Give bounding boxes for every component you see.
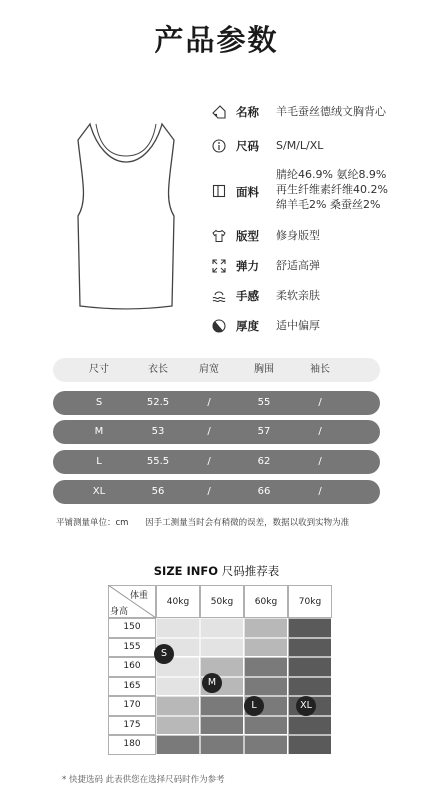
recommend-footnote: * 快捷选码 此表供您在选择尺码时作为参考 bbox=[62, 775, 225, 785]
table-cell: XL bbox=[92, 486, 106, 497]
table-cell: M bbox=[94, 426, 104, 437]
spec-label: 尺码 bbox=[236, 139, 259, 153]
grid-body-cell bbox=[200, 716, 244, 736]
table-cell: 56 bbox=[151, 486, 165, 497]
table-cell: 53 bbox=[151, 426, 165, 437]
weight-label: 40kg bbox=[166, 597, 190, 607]
table-cell: 55.5 bbox=[146, 456, 170, 467]
grid-body-cell bbox=[200, 735, 244, 755]
height-label: 160 bbox=[123, 661, 141, 671]
weight-label: 60kg bbox=[254, 597, 278, 607]
expand-icon bbox=[212, 259, 226, 273]
grid-body-cell bbox=[244, 657, 288, 677]
table-cell: / bbox=[318, 397, 322, 408]
header-cell: 尺寸 bbox=[89, 364, 109, 375]
table-cell: / bbox=[207, 397, 211, 408]
table-cell: / bbox=[207, 456, 211, 467]
header-cell: 袖长 bbox=[310, 364, 330, 375]
spec-label: 名称 bbox=[236, 105, 259, 119]
tag-icon bbox=[212, 105, 226, 119]
height-label: 165 bbox=[123, 680, 141, 691]
size-info-title bbox=[0, 563, 433, 579]
height-label: 150 bbox=[123, 622, 141, 632]
spec-value: 柔软亲肤 bbox=[276, 289, 320, 302]
grid-body-cell bbox=[200, 696, 244, 716]
spec-label: 弹力 bbox=[236, 259, 259, 273]
table-row bbox=[53, 480, 380, 504]
corner-weight-label: 体重 bbox=[130, 591, 149, 601]
grid-body-cell bbox=[244, 618, 288, 638]
grid-body-cell bbox=[156, 677, 200, 697]
grid-body-cell bbox=[244, 735, 288, 755]
measure-unit: 平铺测量单位：cm bbox=[56, 518, 129, 528]
grid-body-cell bbox=[244, 716, 288, 736]
header-cell: 衣长 bbox=[148, 364, 168, 375]
header-cell: 肩宽 bbox=[199, 364, 219, 375]
grid-body-cell bbox=[288, 716, 332, 736]
weight-label: 50kg bbox=[210, 597, 234, 607]
table-cell: / bbox=[207, 486, 211, 497]
measure-disclaimer: 因手工测量当时会有稍微的误差，数据以收到实物为准 bbox=[145, 518, 350, 528]
table-cell: / bbox=[318, 456, 322, 467]
corner-height-label: 身高 bbox=[110, 607, 129, 617]
grid-body-cell bbox=[156, 735, 200, 755]
grid-body-cell bbox=[288, 657, 332, 677]
height-label: 175 bbox=[123, 719, 141, 730]
table-cell: S bbox=[95, 397, 103, 408]
table-cell: L bbox=[96, 456, 102, 467]
size-circle-s: S bbox=[154, 644, 174, 664]
table-cell: / bbox=[318, 426, 322, 437]
table-cell: / bbox=[207, 426, 211, 437]
table-cell: 57 bbox=[257, 426, 271, 437]
table-cell: 55 bbox=[257, 397, 271, 408]
spec-label: 厚度 bbox=[236, 319, 259, 333]
grid-body-cell bbox=[200, 618, 244, 638]
size-circle-l: L bbox=[244, 696, 264, 716]
grid-body-cell bbox=[288, 618, 332, 638]
table-row bbox=[53, 450, 380, 474]
grid-body-cell bbox=[288, 677, 332, 697]
measure-note bbox=[56, 516, 416, 528]
grid-body-cell bbox=[156, 696, 200, 716]
grid-body-cell bbox=[156, 716, 200, 736]
page-title: 产品参数 bbox=[154, 23, 279, 57]
wave-icon bbox=[212, 289, 226, 303]
size-circle-m: M bbox=[202, 673, 222, 693]
grid-body-cell bbox=[288, 638, 332, 658]
grid-body-cell bbox=[244, 677, 288, 697]
size-circle-xl: XL bbox=[296, 696, 316, 716]
height-label: 180 bbox=[123, 739, 141, 749]
height-label: 170 bbox=[123, 700, 141, 710]
grid-body-cell bbox=[200, 638, 244, 658]
spec-value: 羊毛蚕丝德绒文胸背心 bbox=[276, 105, 386, 118]
spec-label: 面料 bbox=[236, 185, 259, 199]
grid-body-cell bbox=[288, 735, 332, 755]
size-table-header bbox=[53, 358, 380, 382]
spec-value: 适中偏厚 bbox=[276, 319, 320, 332]
spec-value: 再生纤维素纤维40.2% bbox=[276, 183, 388, 196]
size-info-title-en: SIZE INFO bbox=[153, 564, 219, 578]
spec-label: 手感 bbox=[236, 289, 259, 303]
spec-value: 舒适高弹 bbox=[276, 259, 320, 272]
grid-body-cell bbox=[156, 618, 200, 638]
spec-value: 修身版型 bbox=[276, 229, 320, 242]
tshirt-icon bbox=[212, 229, 226, 243]
table-cell: 66 bbox=[257, 486, 271, 497]
table-cell: 52.5 bbox=[146, 397, 170, 408]
info-icon bbox=[212, 139, 226, 153]
tank-top-illustration bbox=[68, 118, 184, 318]
weight-label: 70kg bbox=[298, 597, 322, 607]
size-info-title-cn: 尺码推荐表 bbox=[221, 564, 280, 578]
table-row bbox=[53, 420, 380, 444]
table-cell: 62 bbox=[257, 456, 271, 467]
grid-body-cell bbox=[244, 638, 288, 658]
table-row bbox=[53, 391, 380, 415]
height-label: 155 bbox=[123, 641, 141, 652]
table-cell: / bbox=[318, 486, 322, 497]
spec-value: 腈纶46.9% 氨纶8.9% bbox=[276, 168, 387, 181]
spec-label: 版型 bbox=[236, 229, 259, 243]
half-circle-icon bbox=[212, 319, 226, 333]
spec-value: 绵羊毛2% 桑蚕丝2% bbox=[276, 198, 381, 211]
header-cell: 胸围 bbox=[254, 364, 274, 375]
book-icon bbox=[212, 184, 226, 198]
spec-value: S/M/L/XL bbox=[276, 139, 324, 152]
